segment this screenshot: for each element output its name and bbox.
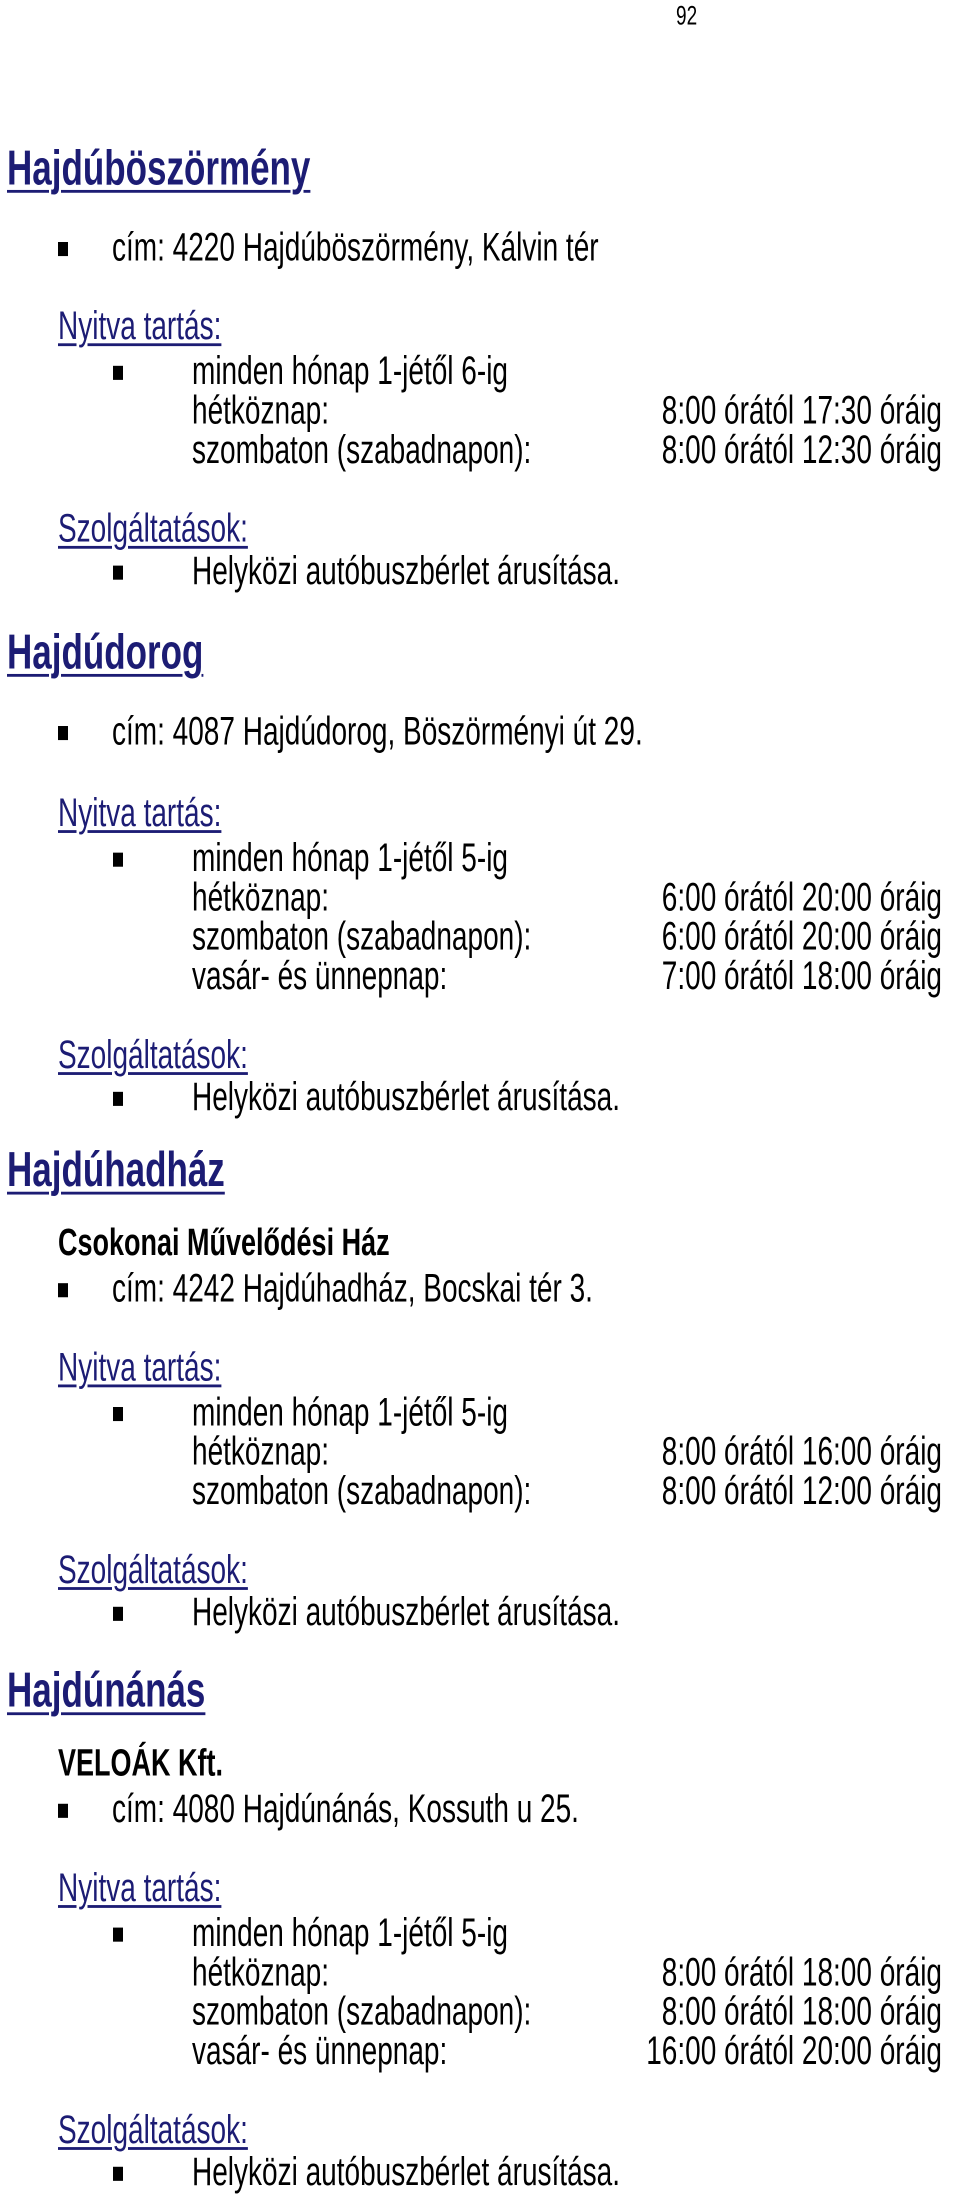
schedule-hours: 8:00 órától 12:00 óráig <box>661 1468 942 1513</box>
bullet-icon <box>58 1283 68 1297</box>
town-heading: Hajdúböszörmény <box>7 140 311 196</box>
schedule-hours: 6:00 órától 20:00 óráig <box>661 914 942 959</box>
town-heading: Hajdúhadház <box>7 1142 225 1198</box>
schedule-hours: 8:00 órától 12:30 óráig <box>661 427 942 472</box>
schedule-day: vasár- és ünnepnap: <box>192 953 448 998</box>
opening-period: minden hónap 1-jétől 5-ig <box>192 835 508 880</box>
services-label: Szolgáltatások: <box>58 2107 248 2152</box>
schedule-day: szombaton (szabadnapon): <box>192 1468 532 1513</box>
bullet-icon <box>113 366 123 380</box>
bullet-icon <box>113 1092 123 1106</box>
bullet-icon <box>58 242 68 256</box>
organization-name: Csokonai Művelődési Ház <box>58 1221 390 1264</box>
opening-hours-label: Nyitva tartás: <box>58 1345 222 1389</box>
schedule-hours: 8:00 órától 18:00 óráig <box>661 1950 942 1994</box>
address-line: cím: 4220 Hajdúböszörmény, Kálvin tér <box>112 225 599 269</box>
bullet-icon <box>113 1407 123 1421</box>
service-item: Helyközi autóbuszbérlet árusítása. <box>192 548 620 593</box>
schedule-hours: 7:00 órától 18:00 óráig <box>661 953 942 998</box>
schedule-day: vasár- és ünnepnap: <box>192 2028 448 2073</box>
town-heading: Hajdúdorog <box>7 624 204 680</box>
address-line: cím: 4087 Hajdúdorog, Böszörményi út 29. <box>112 709 643 753</box>
schedule-day: hétköznap: <box>192 388 329 432</box>
schedule-day: hétköznap: <box>192 875 329 919</box>
bullet-icon <box>58 726 68 740</box>
schedule-hours: 6:00 órától 20:00 óráig <box>661 875 942 919</box>
town-heading: Hajdúnánás <box>7 1663 206 1718</box>
bullet-icon <box>113 1928 123 1942</box>
services-label: Szolgáltatások: <box>58 1547 248 1592</box>
services-label: Szolgáltatások: <box>58 1032 248 1077</box>
opening-period: minden hónap 1-jétől 5-ig <box>192 1910 508 1955</box>
schedule-day: hétköznap: <box>192 1429 329 1474</box>
opening-period: minden hónap 1-jétől 5-ig <box>192 1390 508 1434</box>
opening-hours-label: Nyitva tartás: <box>58 790 222 835</box>
schedule-day: szombaton (szabadnapon): <box>192 1989 532 2034</box>
address-line: cím: 4242 Hajdúhadház, Bocskai tér 3. <box>112 1266 593 1310</box>
address-line: cím: 4080 Hajdúnánás, Kossuth u 25. <box>112 1786 579 1831</box>
schedule-day: szombaton (szabadnapon): <box>192 914 532 959</box>
bullet-icon <box>113 2167 123 2181</box>
schedule-hours: 8:00 órától 16:00 óráig <box>661 1429 942 1474</box>
services-label: Szolgáltatások: <box>58 506 248 551</box>
schedule-day: szombaton (szabadnapon): <box>192 427 532 472</box>
opening-hours-label: Nyitva tartás: <box>58 303 222 348</box>
service-item: Helyközi autóbuszbérlet árusítása. <box>192 1074 620 1119</box>
schedule-hours: 8:00 órától 18:00 óráig <box>661 1989 942 2034</box>
schedule-hours: 8:00 órától 17:30 óráig <box>661 388 942 432</box>
opening-hours-label: Nyitva tartás: <box>58 1865 222 1910</box>
service-item: Helyközi autóbuszbérlet árusítása. <box>192 2149 620 2194</box>
bullet-icon <box>113 1607 123 1621</box>
bullet-icon <box>58 1804 68 1818</box>
opening-period: minden hónap 1-jétől 6-ig <box>192 348 508 393</box>
bullet-icon <box>113 566 123 580</box>
bullet-icon <box>113 853 123 867</box>
schedule-day: hétköznap: <box>192 1950 329 1994</box>
organization-name: VELOÁK Kft. <box>58 1741 223 1785</box>
page-number: 92 <box>676 2 698 32</box>
schedule-hours: 16:00 órától 20:00 óráig <box>646 2028 942 2073</box>
service-item: Helyközi autóbuszbérlet árusítása. <box>192 1589 620 1634</box>
